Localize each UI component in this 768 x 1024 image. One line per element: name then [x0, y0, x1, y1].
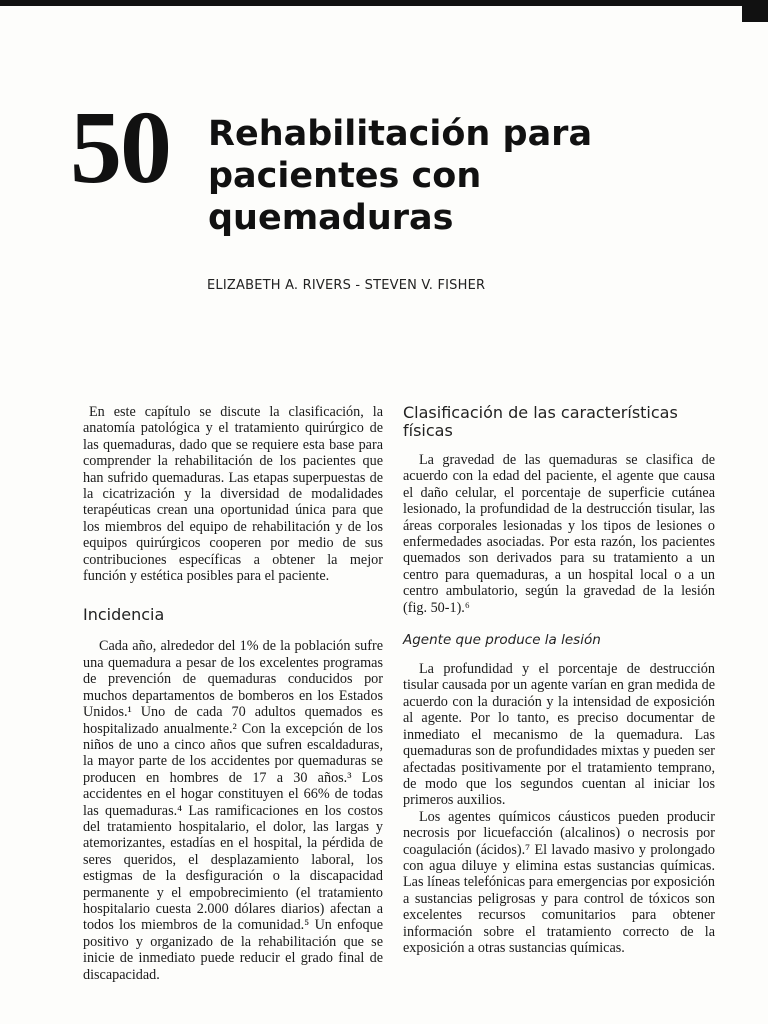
- subsection-heading-agente: Agente que produce la lesión: [403, 632, 601, 649]
- classification-paragraph: La gravedad de las quemaduras se clasifica de acuerdo con la edad del paciente, el agente que causa el daño celular, el porcentaje de superficie cutánea lesionado, la profundidad de la destrucción tisular, las áreas corporales lesionadas y los tipos de lesiones o enfermedades asociadas. Por esta razón, los pacientes quemados son derivados para su tratamiento a un centro para quemaduras, a un hospital local o a un centro ambulatorio, según la gravedad de la lesión (fig. 50-1).⁶: [403, 452, 715, 616]
- top-right-corner-mark: [742, 0, 768, 22]
- chapter-authors: ELIZABETH A. RIVERS - STEVEN V. FISHER: [207, 278, 486, 293]
- intro-paragraph: En este capítulo se discute la clasificación, la anatomía patológica y el tratamiento quirúrgico de las quemaduras, dado que se requiere esta base para comprender la rehabilitación de los pacientes que han sufrido quemaduras. Las etapas superpuestas de la cicatrización y la diversidad de modalidades terapéuticas crean una oportunidad única para que los miembros del equipo de rehabilitación y de los equipos quirúrgicos cooperen por medio de sus contribuciones específicas a obtener la mejor función y estética posibles para el paciente.: [83, 404, 383, 585]
- right-column: [403, 404, 715, 956]
- chapter-title: Rehabilitación para pacientes con quemaduras: [208, 114, 593, 238]
- agent-paragraph-2: Los agentes químicos cáusticos pueden producir necrosis por licuefacción (alcalinos) o necrosis por coagulación (ácidos).⁷ El lavado masivo y prolongado con agua diluye y elimina estas sustancias químicas. Las líneas telefónicas para emergencias por exposición a sustancias peligrosas y para control de tóxicos son excelentes recursos comunitarios para obtener información sobre el tratamiento correcto de la exposición a otras sustancias químicas.: [403, 808, 715, 956]
- chapter-number: 50: [70, 90, 170, 205]
- incidence-paragraph: Cada año, alrededor del 1% de la población sufre una quemadura a pesar de los excelentes programas de prevención de quemaduras conducidos por muchos departamentos de bomberos en los Estados Unidos.¹ Uno de cada 70 adultos quemados es hospitalizado anualmente.² Con la excepción de los niños de uno a cinco años que sufren escaldaduras, la mayor parte de los accidentes por quemaduras se producen en hombres de 17 a 30 años.³ Los accidentes en el hogar constituyen el 66% de todas las quemaduras.⁴ Las ramificaciones en los costos del tratamiento hospitalario, el dolor, las largas y atemorizantes, estadías en el hospital, la pérdida de seres queridos, el desplazamiento laboral, los estigmas de la desfiguración o la discapacidad permanente y el empobrecimiento (el tratamiento hospitalario cuesta 2.000 dólares diarios) afectan a todos los miembros de la comunidad.⁵ Un enfoque positivo y organizado de la rehabilitación que se inicie de inmediato puede reducir el grado final de discapacidad.: [83, 638, 383, 983]
- left-column: [83, 404, 383, 983]
- section-heading-clasificacion: Clasificación de las características físicas: [403, 403, 678, 440]
- agent-paragraph-1: La profundidad y el porcentaje de destrucción tisular causada por un agente varían en gran medida de acuerdo con la duración y la intensidad de exposición al agente. Por lo tanto, es preciso documentar de inmediato el mecanismo de la quemadura. Las quemaduras son de profundidades mixtas y pueden ser afectadas positivamente por el tratamiento temprano, de modo que los segundos cuentan al iniciar los primeros auxilios.: [403, 661, 715, 809]
- top-border-rule: [0, 0, 768, 6]
- section-heading-incidencia: Incidencia: [83, 605, 165, 625]
